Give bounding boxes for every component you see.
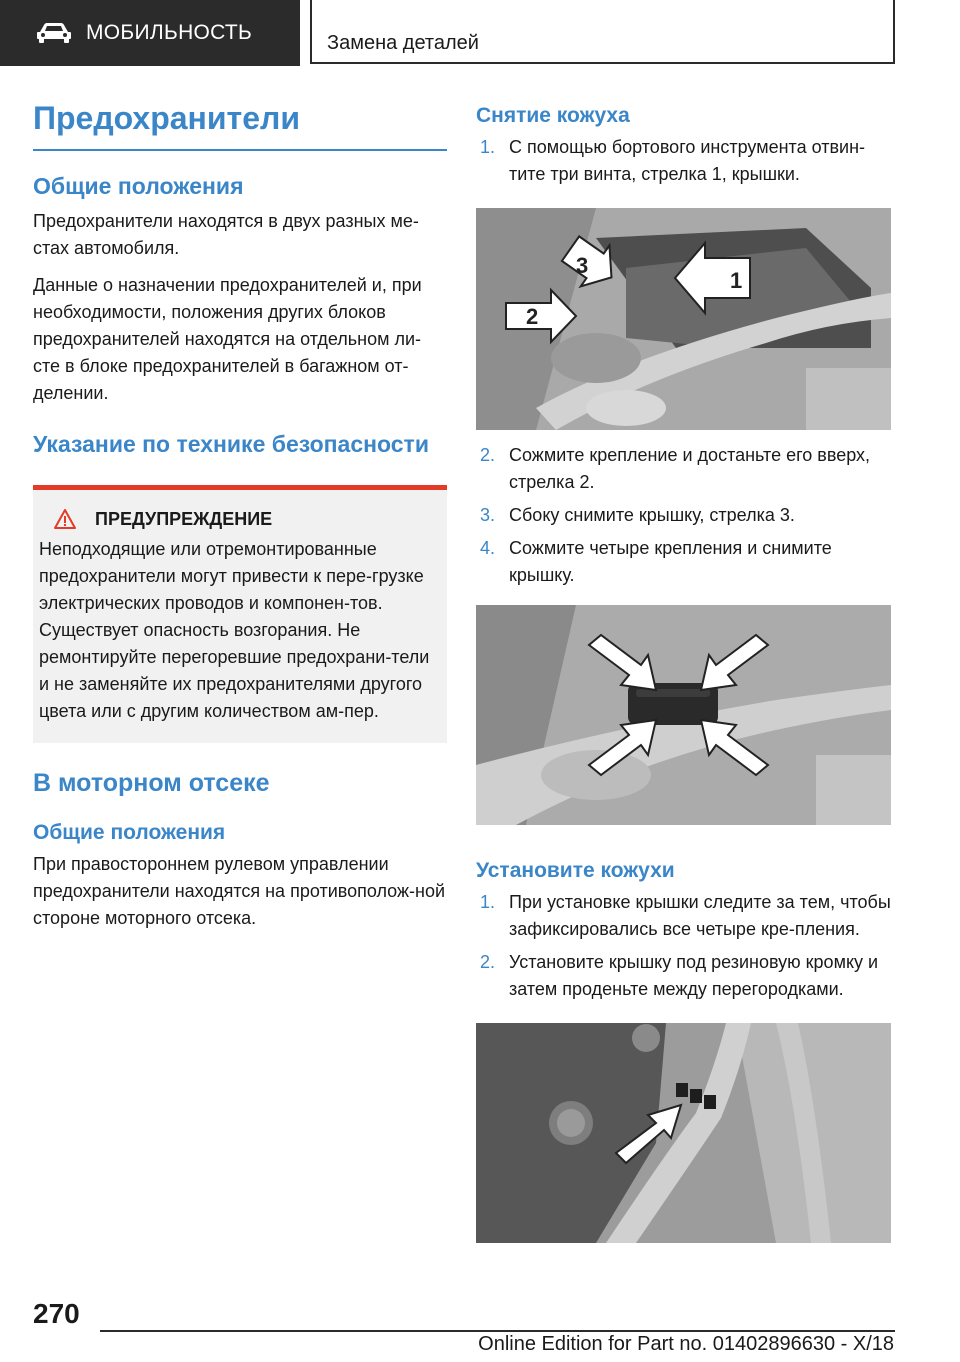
removal-heading: Снятие кожуха xyxy=(476,104,630,127)
tab-label: МОБИЛЬНОСТЬ xyxy=(86,21,253,44)
engine-paragraph: При правостороннем рулевом управлении предохранители находятся на противополож-ной стороне моторного отсека. xyxy=(33,853,446,928)
list-item xyxy=(476,442,891,496)
left-column xyxy=(33,100,447,932)
step-text: При установке крышки следите за тем, чтобы зафиксировались все четыре кре-пления. xyxy=(509,892,891,939)
page-number: 270 xyxy=(33,1298,80,1329)
engine-illustration-3 xyxy=(476,1023,891,1243)
car-icon xyxy=(36,22,72,44)
step-number: 3. xyxy=(480,505,496,525)
footer-divider xyxy=(100,1330,895,1332)
section-label: Замена деталей xyxy=(327,32,479,54)
arrow-label-1: 1 xyxy=(730,268,743,293)
arrow-label-3: 3 xyxy=(576,253,589,278)
safety-heading: Указание по технике безопасности xyxy=(33,431,429,458)
removal-steps-a xyxy=(476,134,891,188)
step-number: 4. xyxy=(480,538,496,558)
step-text: Сожмите крепление и достаньте его вверх, стрелка 2. xyxy=(509,445,871,492)
list-item xyxy=(476,535,891,589)
engine-illustration-2 xyxy=(476,605,891,825)
removal-steps-b xyxy=(476,442,891,589)
step-text: Сожмите четыре крепления и снимите крышку. xyxy=(509,538,832,585)
engine-photo-3 xyxy=(476,1023,891,1243)
step-number: 2. xyxy=(480,445,496,465)
engine-illustration-1 xyxy=(476,208,891,430)
general-heading: Общие положения xyxy=(33,173,244,199)
section-header xyxy=(310,0,895,64)
general-paragraph-1: Предохранители находятся в двух разных ме-стах автомобиля. xyxy=(33,211,419,259)
warning-title xyxy=(39,508,439,530)
step-number: 2. xyxy=(480,952,496,972)
warning-text: Неподходящие или отремонтированные предохранители могут привести к пере-грузке электрических проводов и компонен-тов. Существует опасность возгорания. Не ремонтируйте перегоревшие предохрани-тели и не заменяйте их предохранителями другого цвета или с другим количеством ам-пер. xyxy=(39,539,430,722)
right-column xyxy=(476,100,891,1243)
header-tab xyxy=(0,0,300,66)
install-heading: Установите кожухи xyxy=(476,859,675,882)
engine-subheading: Общие положения xyxy=(33,820,226,844)
engine-photo-2 xyxy=(476,605,891,825)
warning-box xyxy=(33,485,447,743)
step-number: 1. xyxy=(480,137,496,157)
arrow-label-2: 2 xyxy=(526,304,539,329)
warning-title-text: ПРЕДУПРЕЖДЕНИЕ xyxy=(95,508,273,529)
page-title: Предохранители xyxy=(33,100,447,151)
step-text: Установите крышку под резиновую кромку и затем проденьте между перегородками. xyxy=(509,952,879,999)
list-item xyxy=(476,889,891,943)
engine-heading: В моторном отсеке xyxy=(33,769,270,798)
engine-photo-1 xyxy=(476,208,891,430)
warning-triangle-icon xyxy=(53,508,77,530)
list-item xyxy=(476,502,891,529)
install-steps xyxy=(476,889,891,1003)
list-item xyxy=(476,134,891,188)
list-item xyxy=(476,949,891,1003)
step-text: С помощью бортового инструмента отвин-тите три винта, стрелка 1, крышки. xyxy=(509,137,866,184)
step-number: 1. xyxy=(480,892,496,912)
edition-text: Online Edition for Part no. 01402896630 - X/18 xyxy=(478,1333,894,1355)
general-paragraph-2: Данные о назначении предохранителей и, при необходимости, положения других блоков предохранителей находятся на отдельном ли-сте в блоке предохранителей в багажном от-делении. xyxy=(33,275,422,404)
step-text: Сбоку снимите крышку, стрелка 3. xyxy=(509,505,795,525)
